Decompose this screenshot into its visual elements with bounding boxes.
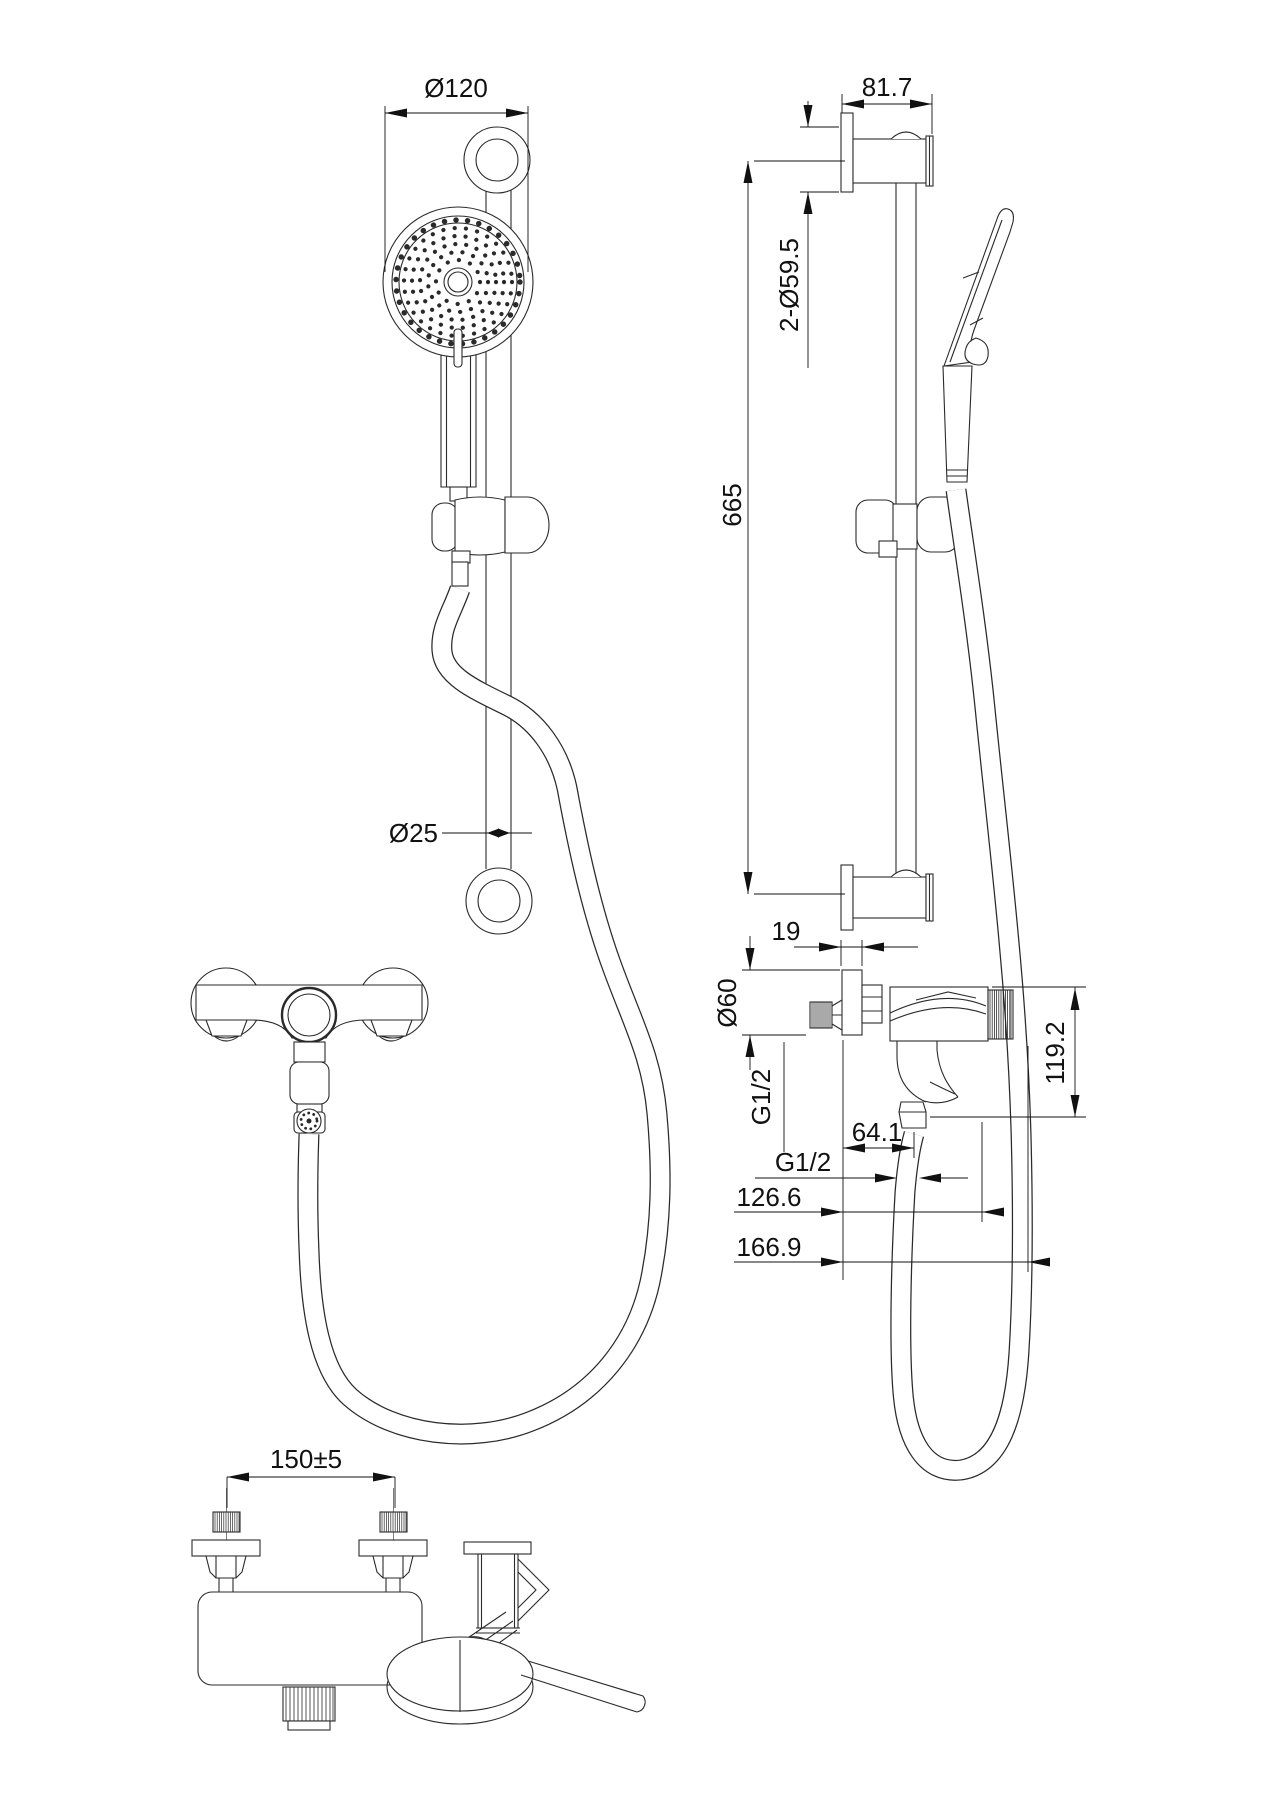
docked-spray-body (290, 1062, 329, 1104)
front-view (191, 127, 660, 1434)
dim-inlet-spacing (227, 1473, 395, 1509)
label-rail-diameter: Ø25 (388, 818, 438, 848)
label-hose-thread: G1/2 (774, 1147, 832, 1177)
mixer-body-side (890, 987, 988, 1041)
mode-switch-slot (454, 329, 462, 367)
hand-shower-handle-front (441, 350, 476, 501)
label-bracket-diameter: 2-Ø59.5 (774, 238, 804, 332)
mixer-front (191, 968, 428, 1133)
label-valve-height: 119.2 (1040, 1021, 1070, 1085)
hose-outlet-nut (899, 1102, 926, 1128)
connection-nut (862, 985, 882, 1023)
label-bar-length: 665 (717, 483, 747, 527)
rail-slider-front (432, 497, 549, 586)
mixer-wall-flange (842, 970, 862, 1035)
docked-spray-side (897, 1041, 958, 1128)
rail-bottom-bracket (466, 868, 532, 934)
dim-escutcheon-depth (794, 940, 918, 966)
side-view (810, 113, 1022, 1470)
bottom-view (192, 1488, 645, 1730)
rail-top-bracket (464, 127, 530, 193)
label-escutcheon-diameter: Ø60 (712, 978, 742, 1028)
label-overall-depth: 166.9 (736, 1232, 802, 1262)
inlet-centerlines (227, 1488, 394, 1548)
label-outlet-offset: 64.1 (851, 1117, 903, 1147)
left-inlet-stud (192, 1512, 260, 1592)
rail-slider-side (856, 497, 959, 557)
dim-bracket-diameter (800, 101, 839, 368)
spout-bottom (464, 1542, 549, 1633)
bottom-wall-bracket-side (841, 865, 933, 930)
inlet-thread (810, 1000, 842, 1030)
label-depth-to-hose-outlet: 126.6 (736, 1182, 802, 1212)
label-inlet-thread: G1/2 (746, 1068, 776, 1126)
lever-escutcheon-bottom (387, 1637, 533, 1724)
mixer-side (810, 970, 1013, 1128)
hand-shower-side (943, 209, 1013, 482)
diverter-knob-bottom (283, 1687, 335, 1730)
shower-hose-side (901, 490, 1022, 1470)
label-escutcheon-depth: 19 (771, 916, 801, 946)
label-inlet-spacing: 150±5 (269, 1444, 343, 1474)
right-inlet-stud (359, 1512, 427, 1592)
dim-rail-diameter (442, 829, 532, 838)
label-bracket-depth: 81.7 (861, 72, 913, 102)
top-wall-bracket-side (841, 113, 933, 192)
label-head-diameter: Ø120 (424, 73, 488, 103)
lever-handle-bottom (521, 1661, 645, 1712)
